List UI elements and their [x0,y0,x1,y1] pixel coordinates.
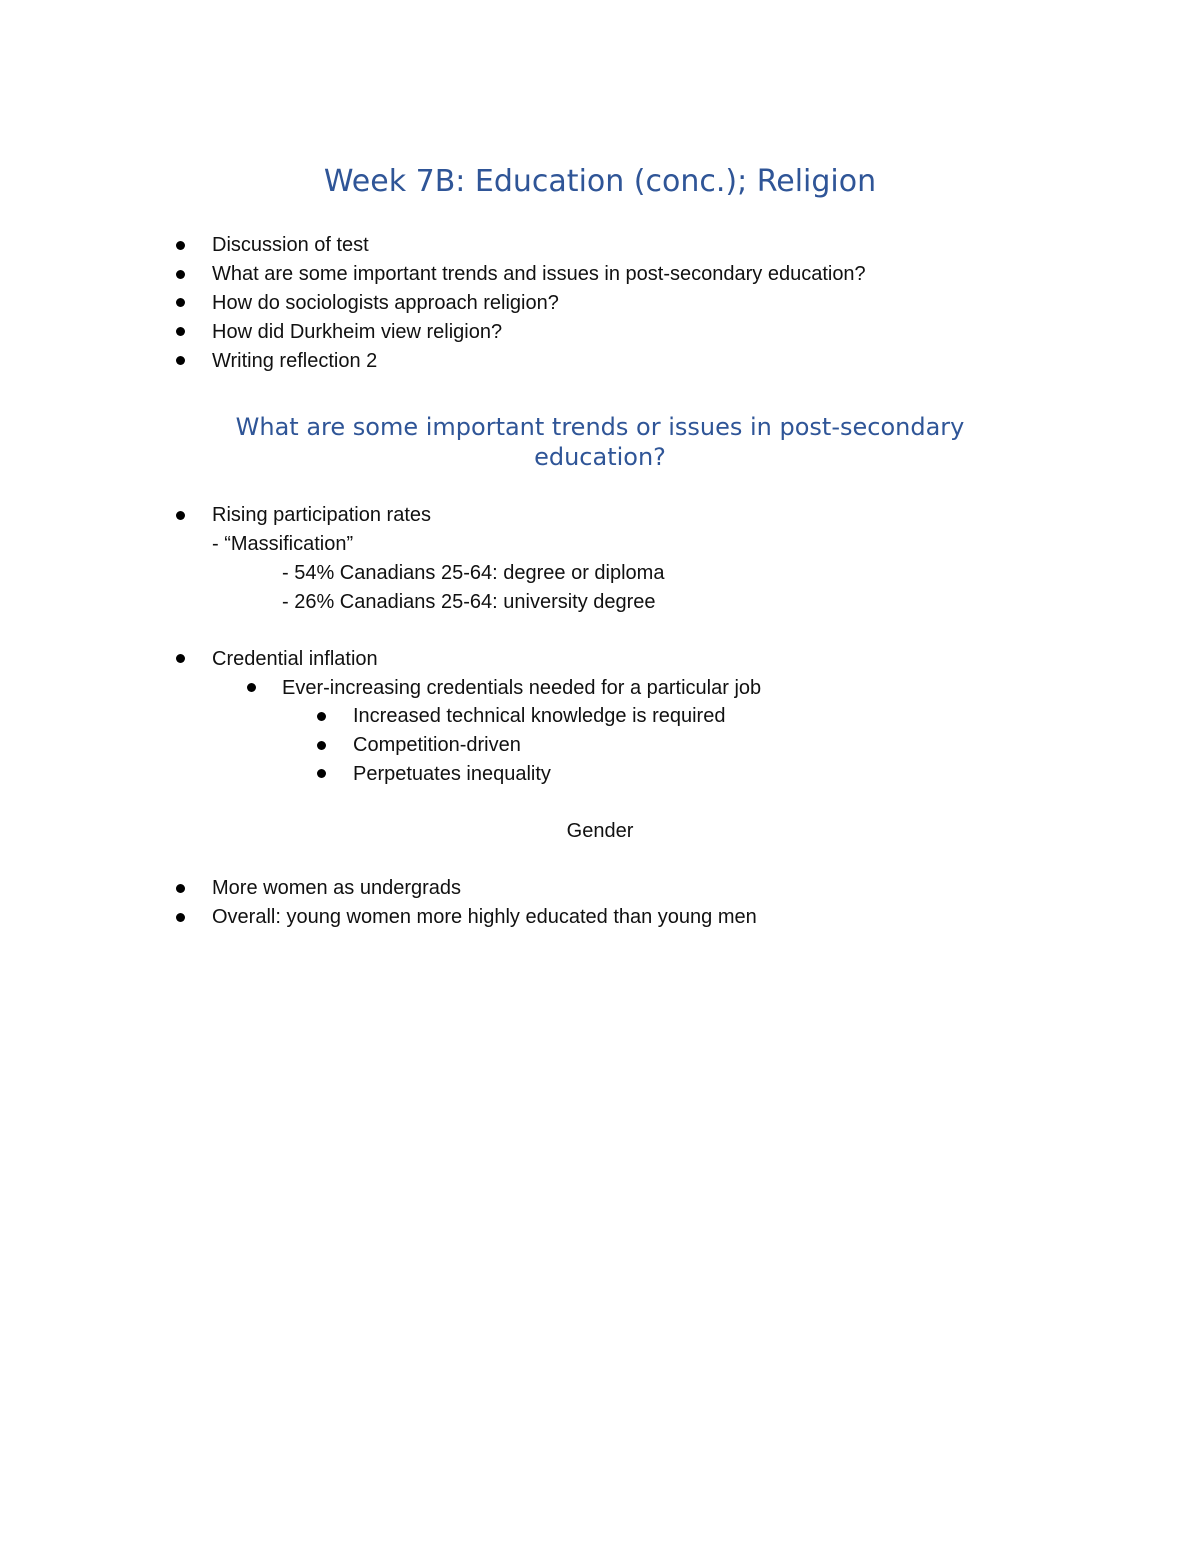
bullet-icon [176,884,185,893]
bullet-icon [317,741,326,750]
credential-subsub: Increased technical knowledge is required [353,705,726,727]
bullet-icon [176,654,185,663]
bullet-icon [317,769,326,778]
bullet-icon [176,913,185,922]
credential-bullet: Credential inflation [212,648,378,670]
credential-subsub: Perpetuates inequality [353,763,551,785]
bullet-icon [176,241,185,250]
agenda-item: How do sociologists approach religion? [212,292,559,314]
bullet-icon [176,511,185,520]
section-heading [180,412,1020,472]
bullet-icon [176,298,185,307]
credential-sub: Ever-increasing credentials needed for a particular job [282,677,762,699]
agenda-item: Discussion of test [212,234,369,256]
participation-stat: - 26% Canadians 25-64: university degree [282,591,656,613]
gender-item: Overall: young women more highly educated than young men [212,906,757,928]
section-heading-line1: What are some important trends or issues in post-secondary [235,413,965,441]
section-heading-line2: education? [534,443,666,471]
agenda-item: How did Durkheim view religion? [212,321,503,343]
credential-subsub: Competition-driven [353,734,521,756]
participation-sub: - “Massification” [212,533,354,555]
page-title: Week 7B: Education (conc.); Religion [323,164,877,199]
gender-item: More women as undergrads [212,877,462,899]
bullet-icon [176,270,185,279]
agenda-item: Writing reflection 2 [212,350,378,372]
bullet-icon [317,712,326,721]
participation-bullet: Rising participation rates [212,504,431,526]
bullet-icon [176,327,185,336]
gender-heading: Gender [566,820,634,842]
participation-stat: - 54% Canadians 25-64: degree or diploma [282,562,665,584]
agenda-item: What are some important trends and issues in post-secondary education? [212,263,866,285]
bullet-icon [176,356,185,365]
bullet-icon [247,683,256,692]
